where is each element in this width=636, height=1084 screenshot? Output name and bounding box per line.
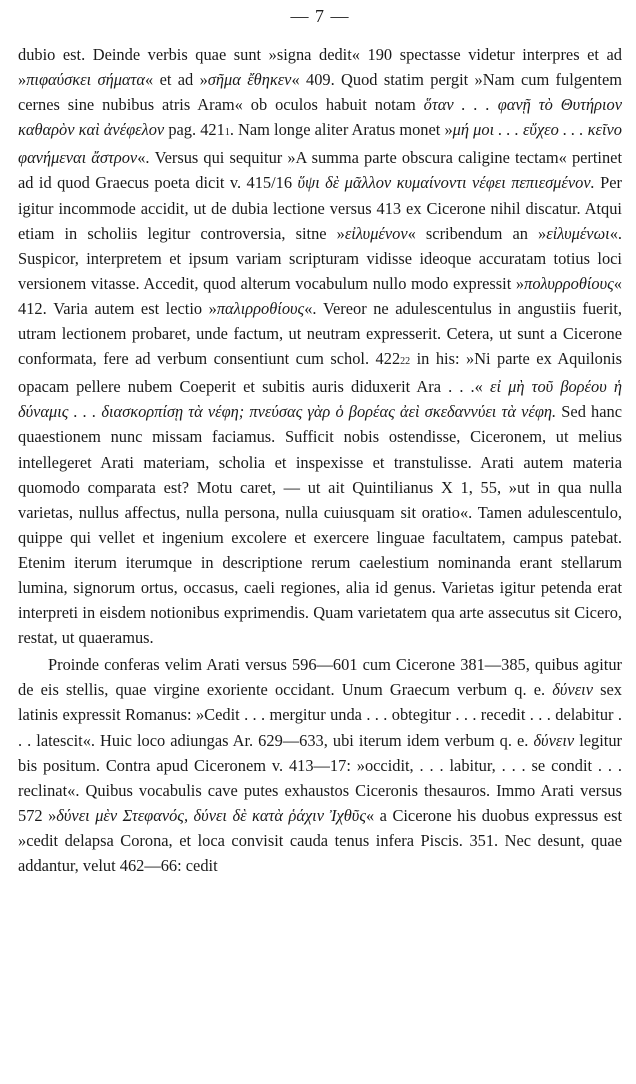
body-text <box>18 42 622 878</box>
paragraph-1 <box>18 42 622 650</box>
line-subscript: 22 <box>400 356 411 368</box>
greek-quotation: σῆμα ἔθηκεν <box>207 70 292 90</box>
latin-text: «. Versus qui sequitur »A summa parte obscura caligine tectam« pertinet ad id quod Graecus poeta dicit v. 415/16 <box>18 148 623 193</box>
line-subscript: 1 <box>224 127 230 139</box>
latin-text: dubio est. Deinde verbis quae sunt »signa dedit« 190 spectasse videtur interpres et ad » <box>18 45 622 90</box>
document-page <box>18 0 622 1084</box>
greek-quotation: δύνει μὲν Στεφανός, δύνει δὲ κατὰ ῥάχιν Ἰχθῦς <box>56 805 366 825</box>
latin-text: . Nam longe aliter Aratus monet » <box>229 120 453 140</box>
greek-quotation: πιφαύσκει σήματα <box>26 70 146 90</box>
latin-text: «. Vereor ne adulescentulus in angustiis fuerit, utram lectionem probaret, unde factum, ut neutram expresserit. Cetera, ut sunt a Cicerone conformata, fere ad verbum consentiunt cum schol. 422 <box>18 298 622 369</box>
greek-quotation: μή μοι . . . εὔχεο . . . κεῖνο φανήμεναι ἄστρον <box>18 120 623 168</box>
latin-text: « scribendum an » <box>407 223 547 243</box>
greek-quotation: δύνειν <box>533 730 575 750</box>
latin-text: Proinde conferas velim Arati versus 596—601 cum Cicerone 381—385, quibus agitur de eis stellis, quae virgine exoriente occidant. Unum Graecum verbum q. e. <box>18 655 622 700</box>
latin-text: in his: »Ni parte ex Aquilonis opacam pellere nubem Coeperit et subitis auris diduxerit Ara . . .« <box>18 349 622 397</box>
greek-quotation: εἰλυμένωι <box>546 223 610 243</box>
latin-text: Sed hanc quaestionem nunc missam faciamus. Sufficit nobis ostendisse, Ciceronem, ut melius intellegeret Arati materiam, scholia et inspexisse et transtulisse. Arati autem materia quomodo comparata est? Motu caret, — ut ait Quintilianus X 1, 55, »ut in qua nulla varietas, nullus affectus, nulla persona, nulla cuiusquam sit oratio«. Tamen adulescentulo, quippe qui vellet et ingenium excolere et exercere linguae facultatem, campus patebat. Etenim iterum iterumque in descriptione rerum caelestium nominanda erant stellarum lumina, signorum ortus, occasus, caeli regiones, alia id genus. Varietas igitur petenda erat interpreti in eisdem notionibus exprimendis. Quam varietatem qua arte assecutus sit Cicero, restat, ut quaeramus. <box>18 402 622 648</box>
latin-text: Per igitur incommode accidit, ut de dubia lectione versus 413 ex Cicerone nihil discatur. Atqui etiam in scholiis legitur controversia, sitne » <box>18 173 622 243</box>
latin-text: sex latinis expressit Romanus: »Cedit . . . mergitur unda . . . obtegitur . . . recedit . . . delabitur . . . latescit«. Huic loco adiungas Ar. 629—633, ubi iterum idem verbum q. e. <box>18 680 622 750</box>
greek-quotation: παλιρροθίους <box>216 298 305 318</box>
greek-quotation: ὕψι δὲ μᾶλλον κυμαίνοντι νέφει πεπιεσμένον. <box>297 173 595 193</box>
latin-text: «. Suspicor, interpretem et ipsum variam scripturam vidisse ideoque accuratam totius loci versionem vitasse. Accedit, quod alterum vocabulum nullo modo expressit » <box>18 223 622 293</box>
latin-text: « a Cicerone his duobus expressus est »cedit delapsa Corona, et loca convisit cauda tenus infera Piscis. 351. Nec desunt, quae addantur, velut 462—66: cedit <box>18 805 622 875</box>
greek-quotation: ὅταν . . . φανῇ τὸ Θυτήριον καθαρὸν καὶ ἀνέφελον <box>18 95 622 140</box>
greek-quotation: δύνειν <box>552 680 593 700</box>
latin-text: « et ad » <box>145 70 208 90</box>
greek-quotation: εἰ μὴ τοῦ βορέου ἡ δύναμις . . . διασκορπίσῃ τὰ νέφη; πνεύσας γὰρ ὁ βορέας ἀεὶ σκεδαννύει τὰ νέφη. <box>18 377 622 422</box>
latin-text: « 412. Varia autem est lectio » <box>18 273 622 318</box>
paragraph-2 <box>18 652 622 878</box>
latin-text: pag. 421 <box>164 120 225 140</box>
page-number: — 7 — <box>290 6 350 26</box>
latin-text: « 409. Quod statim pergit »Nam cum fulgentem cernes sine nubibus atris Aram« ob oculos habuit notam <box>18 70 623 115</box>
latin-text: legitur bis positum. Contra apud Ciceronem v. 413—17: »occidit, . . . labitur, . . . se condit . . . reclinat«. Quibus vocabulis cave putes exhaustos Ciceronis thesauros. Immo Arati versus 572 » <box>18 730 622 825</box>
greek-quotation: εἰλυμένον <box>344 223 408 243</box>
greek-quotation: πολυρροθίους <box>524 273 614 293</box>
